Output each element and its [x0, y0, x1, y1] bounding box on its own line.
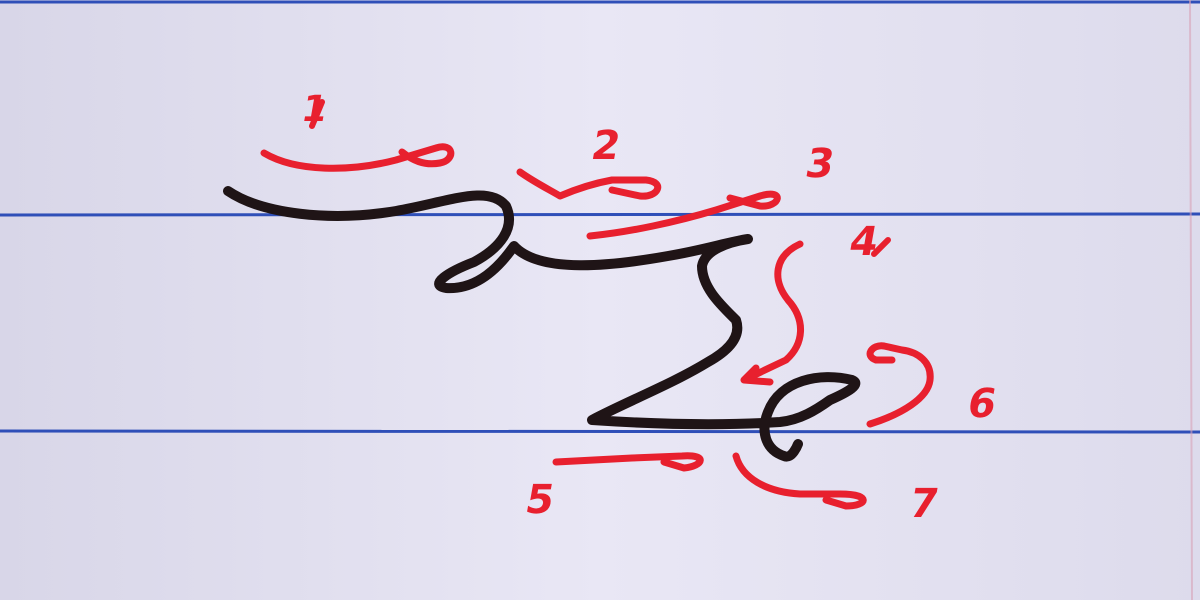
stroke-number-6: 6: [963, 381, 1000, 427]
stroke-number-5: 5: [521, 477, 558, 523]
stroke-number-4: 4: [845, 219, 882, 265]
stroke-number-3: 3: [801, 141, 838, 187]
ruled-line-upper: [0, 214, 1200, 215]
stroke-number-2: 2: [587, 123, 624, 169]
stroke-number-7: 7: [905, 481, 942, 527]
stroke-number-1: 1: [298, 89, 331, 130]
ruled-line-lower: [0, 431, 1200, 432]
